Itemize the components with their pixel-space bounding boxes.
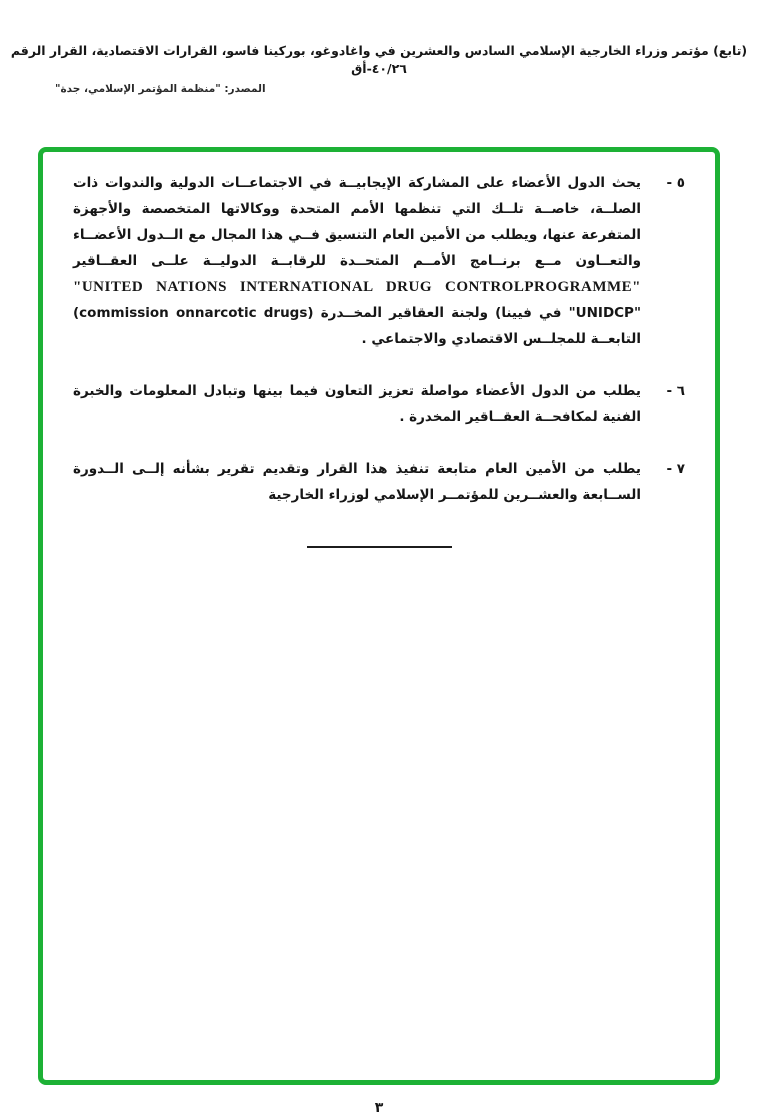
paragraph-arabic-intro: يطلب من الأمين العام متابعة تنفيذ هذا القرار وتقديم تقرير بشأنه إلــى الــدورة الســابعة والعشــرين للمؤتمــر الإسلامي لوزراء الخارجية [73, 461, 641, 503]
resolution-item-5 [73, 170, 685, 352]
item-body [73, 170, 641, 352]
item-number: ٦ - [666, 383, 685, 399]
paragraph-arabic-intro: يحث الدول الأعضاء على المشاركة الإيجابيــة في الاجتماعــات الدولية والندوات ذات الصلــة، خاصــة تلــك التي تنظمها الأمم المتحدة ووكالاتها المتخصصة والأجهزة المتفرعة عنها، ويطلب من الأمين العام التنسيق فــي هذا المجال مع الــدول الأعضــاء والتعــاون مــع برنــامج الأمــم المتحــدة للرقابــة الدوليــة علــى العقــاقير [73, 175, 641, 269]
item-number: ٧ - [666, 461, 685, 477]
item-number: ٥ - [666, 175, 685, 191]
resolution-item-7 [73, 456, 685, 508]
header-title: (تابع) مؤتمر وزراء الخارجية الإسلامي السادس والعشرين في واغادوغو، بوركينا فاسو، القرارات الاقتصادية، القرار الرقم ٤٠/٢٦-أق [10, 43, 748, 76]
document-page [0, 42, 758, 1116]
page-number: ٣ [374, 1100, 384, 1116]
header-source: المصدر: "منظمة المؤتمر الإسلامي، جدة" [55, 83, 266, 95]
paragraph-arabic-intro: يطلب من الدول الأعضاء مواصلة تعزيز التعاون فيما بينها وتبادل المعلومات والخبرة الفنية لمكافحــة العقــاقير المخدرة . [73, 383, 641, 425]
paragraph-arabic-rest: "UNIDCP" في فيينا) ولجنة العقاقير المخــدرة (commission onnarcotic drugs) التابعــة للمجلــس الاقتصادي والاجتماعي . [73, 305, 641, 347]
item-body [73, 378, 641, 430]
separator-line [307, 546, 452, 548]
green-content-frame [38, 147, 720, 1085]
resolution-item-6 [73, 378, 685, 430]
item-body [73, 456, 641, 508]
un-drug-programme-name: "UNITED NATIONS INTERNATIONAL DRUG CONTROLPROGRAMME" [73, 279, 641, 295]
